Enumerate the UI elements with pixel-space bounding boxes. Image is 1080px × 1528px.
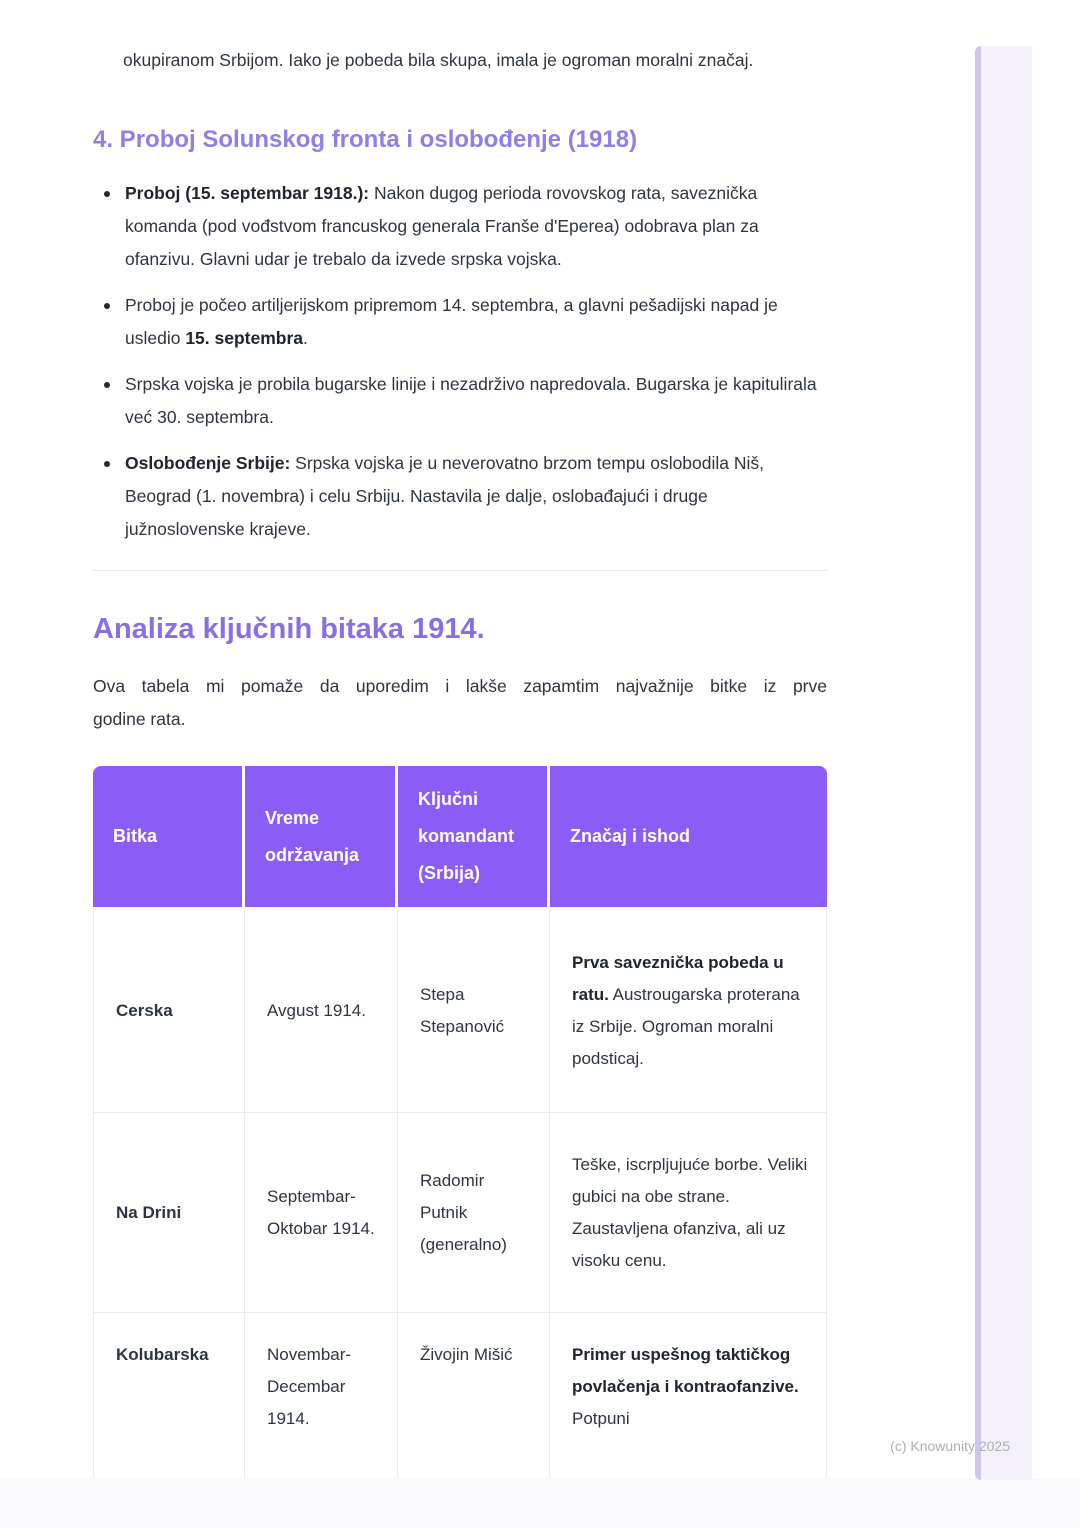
cell-time: Novembar-Decembar 1914. — [245, 1313, 398, 1478]
intro-line-1: Ova tabela mi pomaže da uporedim i lakše zapamtim najvažnije bitke iz prve — [93, 676, 827, 696]
bullet-text-pre: Srpska vojska je probila bugarske linije i nezadrživo napredovala. Bugarska je kapitulirala već 30. septembra. — [125, 374, 817, 427]
cell-battle: Cerska — [93, 910, 245, 1113]
list-item — [93, 368, 827, 434]
column-header-znacaj: Značaj i ishod — [550, 766, 827, 910]
cell-significance — [550, 910, 827, 1113]
cell-battle: Na Drini — [93, 1113, 245, 1313]
table-header-row — [93, 766, 827, 910]
table-row — [93, 910, 827, 1113]
significance-text: Austrougarska proterana iz Srbije. Ogroman moralni podsticaj. — [572, 985, 800, 1068]
intro-line-2: godine rata. — [93, 709, 186, 729]
cell-commander: Radomir Putnik (generalno) — [398, 1113, 550, 1313]
list-item — [93, 289, 827, 355]
battles-table — [93, 766, 827, 1478]
bullet-text-post: Nakon dugog perioda rovovskog rata, saveznička komanda (pod vođstvom francuskog generala Franše d'Eperea) odobrava plan za ofanzivu. Glavni udar je trebalo da izvede srpska vojska. — [125, 183, 759, 269]
table-row — [93, 1113, 827, 1313]
significance-bold: Primer uspešnog taktičkog povlačenja i kontraofanzive. — [572, 1345, 799, 1396]
content-column — [93, 0, 827, 1478]
continuation-paragraph: okupiranom Srbijom. Iako je pobeda bila skupa, imala je ogroman moralni značaj. — [123, 50, 754, 70]
column-header-vreme: Vreme održavanja — [245, 766, 398, 910]
cell-significance — [550, 1313, 827, 1478]
bullet-list — [93, 177, 827, 546]
cell-commander: Živojin Mišić — [398, 1313, 550, 1478]
table-row — [93, 1313, 827, 1478]
battles-table-wrap — [93, 766, 827, 1478]
cell-commander: Stepa Stepanović — [398, 910, 550, 1113]
cell-significance — [550, 1113, 827, 1313]
bullet-text-post: Srpska vojska je u neverovatno brzom tempu oslobodila Niš, Beograd (1. novembra) i celu Srbiju. Nastavila je dalje, oslobađajući i druge južnoslovenske krajeve. — [125, 453, 765, 539]
list-item — [93, 177, 827, 276]
list-item — [93, 447, 827, 546]
significance-text: Teške, iscrpljujuće borbe. Veliki gubici na obe strane. Zaustavljena ofanziva, ali uz visoku cenu. — [572, 1154, 808, 1270]
cell-battle: Kolubarska — [93, 1313, 245, 1478]
copyright-watermark: (c) Knowunity 2025 — [890, 1438, 1010, 1454]
cell-time: Avgust 1914. — [245, 910, 398, 1113]
bullet-text-pre: Proboj je počeo artiljerijskom pripremom 14. septembra, a glavni pešadijski napad je usledio — [125, 295, 778, 348]
significance-text: Potpuni — [572, 1409, 630, 1428]
bullet-text-bold: 15. septembra — [185, 328, 304, 348]
significance-bold: Prva saveznička pobeda u ratu. — [572, 953, 784, 1004]
bullet-text-post: . — [303, 328, 308, 348]
section-divider — [93, 570, 827, 571]
page-edge-strip — [975, 46, 1032, 1480]
column-header-bitka: Bitka — [93, 766, 245, 910]
section-heading-proboj: 4. Proboj Solunskog fronta i oslobođenje (1918) — [93, 126, 638, 153]
bullet-text-bold: Proboj (15. septembar 1918.): — [125, 183, 370, 203]
column-header-komandant: Ključni komandant (Srbija) — [398, 766, 550, 910]
cell-time: Septembar-Oktobar 1914. — [245, 1113, 398, 1313]
bullet-text-bold: Oslobođenje Srbije: — [125, 453, 291, 473]
intro-paragraph — [93, 670, 827, 736]
page-title-analiza: Analiza ključnih bitaka 1914. — [93, 613, 485, 645]
